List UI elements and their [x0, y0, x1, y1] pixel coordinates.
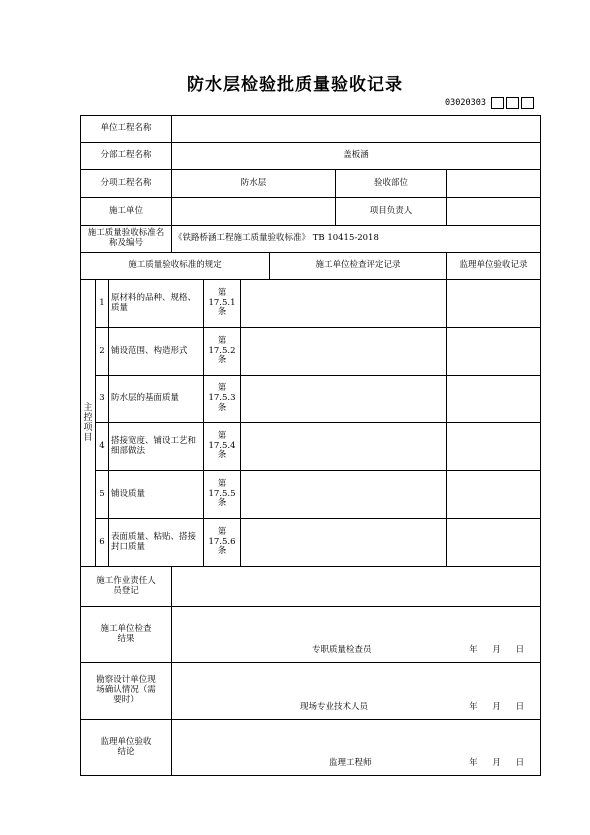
item-number: 2: [96, 328, 109, 376]
sub-project-label: 分部工程名称: [81, 143, 172, 170]
row-supervisor: [81, 720, 541, 776]
row-unit-project: [81, 116, 541, 143]
supervisor-record-cell[interactable]: [447, 519, 541, 567]
supervisor-date-label: 年 月 日: [469, 758, 525, 769]
item-clause: 第17.5.4条: [204, 423, 241, 471]
supervisor-engineer-label: 监理工程师: [329, 758, 372, 769]
construction-unit-label: 施工单位: [81, 198, 172, 226]
unit-project-field[interactable]: [172, 116, 541, 143]
sub-project-field[interactable]: 盖板涵: [172, 143, 541, 170]
acceptance-part-field[interactable]: [447, 170, 541, 198]
survey-label: 勘察设计单位现场确认情况（需要时）: [81, 663, 172, 720]
item-description: 铺设范围、构造形式: [109, 328, 204, 376]
contractor-inspector-label: 专职质量检查员: [312, 645, 372, 656]
row-item-project: [81, 170, 541, 198]
item-clause: 第17.5.3条: [204, 376, 241, 423]
contractor-check-cell[interactable]: [241, 328, 447, 376]
project-manager-label: 项目负责人: [336, 198, 447, 226]
survey-tech-label: 现场专业技术人员: [300, 702, 369, 713]
row-operators: [81, 567, 541, 607]
main-control-label: 主控项目: [81, 280, 96, 567]
supervisor-record-cell[interactable]: [447, 423, 541, 471]
row-headers: [81, 253, 541, 280]
acceptance-form: [80, 115, 541, 776]
spec-header: 施工质量验收标准的规定: [81, 253, 270, 280]
supervisor-record-cell[interactable]: [447, 376, 541, 423]
form-code-block: [445, 96, 534, 110]
item-project-label: 分项工程名称: [81, 170, 172, 198]
supervisor-record-header: 监理单位验收记录: [447, 253, 541, 280]
code-box-2[interactable]: [506, 97, 519, 109]
page-title: 防水层检验批质量验收记录: [187, 75, 403, 95]
contractor-check-cell[interactable]: [241, 376, 447, 423]
item-number: 6: [96, 519, 109, 567]
table-row: [81, 376, 541, 423]
item-project-field[interactable]: 防水层: [172, 170, 336, 198]
item-description: 铺设质量: [109, 471, 204, 519]
row-construction-unit: [81, 198, 541, 226]
project-manager-field[interactable]: [447, 198, 541, 226]
item-number: 5: [96, 471, 109, 519]
supervisor-record-cell[interactable]: [447, 471, 541, 519]
item-description: 搭接宽度、铺设工艺和细部做法: [109, 423, 204, 471]
standard-field[interactable]: 《铁路桥涵工程施工质量验收标准》 TB 10415-2018: [172, 226, 541, 253]
item-number: 1: [96, 280, 109, 328]
survey-field[interactable]: [172, 663, 541, 720]
operators-label: 施工作业责任人员登记: [81, 567, 172, 607]
contractor-check-cell[interactable]: [241, 423, 447, 471]
form-code: 03020303: [445, 98, 486, 108]
table-row: [81, 280, 541, 328]
contractor-check-cell[interactable]: [241, 519, 447, 567]
table-row: [81, 471, 541, 519]
standard-label: 施工质量验收标准名称及编号: [81, 226, 172, 253]
item-number: 4: [96, 423, 109, 471]
unit-project-label: 单位工程名称: [81, 116, 172, 143]
row-survey: [81, 663, 541, 720]
row-sub-project: [81, 143, 541, 170]
item-description: 表面质量、粘贴、搭接封口质量: [109, 519, 204, 567]
contractor-date-label: 年 月 日: [469, 645, 525, 656]
item-clause: 第17.5.2条: [204, 328, 241, 376]
supervisor-field[interactable]: [172, 720, 541, 776]
code-box-1[interactable]: [491, 97, 504, 109]
table-row: [81, 328, 541, 376]
item-description: 原材料的品种、规格、质量: [109, 280, 204, 328]
construction-unit-field[interactable]: [172, 198, 336, 226]
item-description: 防水层的基面质量: [109, 376, 204, 423]
supervisor-label: 监理单位验收结论: [81, 720, 172, 776]
item-number: 3: [96, 376, 109, 423]
contractor-result-field[interactable]: [172, 607, 541, 663]
survey-date-label: 年 月 日: [469, 702, 525, 713]
item-clause: 第17.5.1条: [204, 280, 241, 328]
code-box-3[interactable]: [521, 97, 534, 109]
supervisor-record-cell[interactable]: [447, 328, 541, 376]
contractor-check-cell[interactable]: [241, 471, 447, 519]
item-clause: 第17.5.5条: [204, 471, 241, 519]
contractor-check-cell[interactable]: [241, 280, 447, 328]
contractor-check-header: 施工单位检查评定记录: [270, 253, 447, 280]
contractor-result-label: 施工单位检查结果: [81, 607, 172, 663]
row-contractor-result: [81, 607, 541, 663]
table-row: [81, 423, 541, 471]
supervisor-record-cell[interactable]: [447, 280, 541, 328]
item-clause: 第17.5.6条: [204, 519, 241, 567]
operators-field[interactable]: [172, 567, 541, 607]
acceptance-part-label: 验收部位: [336, 170, 447, 198]
table-row: [81, 519, 541, 567]
row-standard: [81, 226, 541, 253]
